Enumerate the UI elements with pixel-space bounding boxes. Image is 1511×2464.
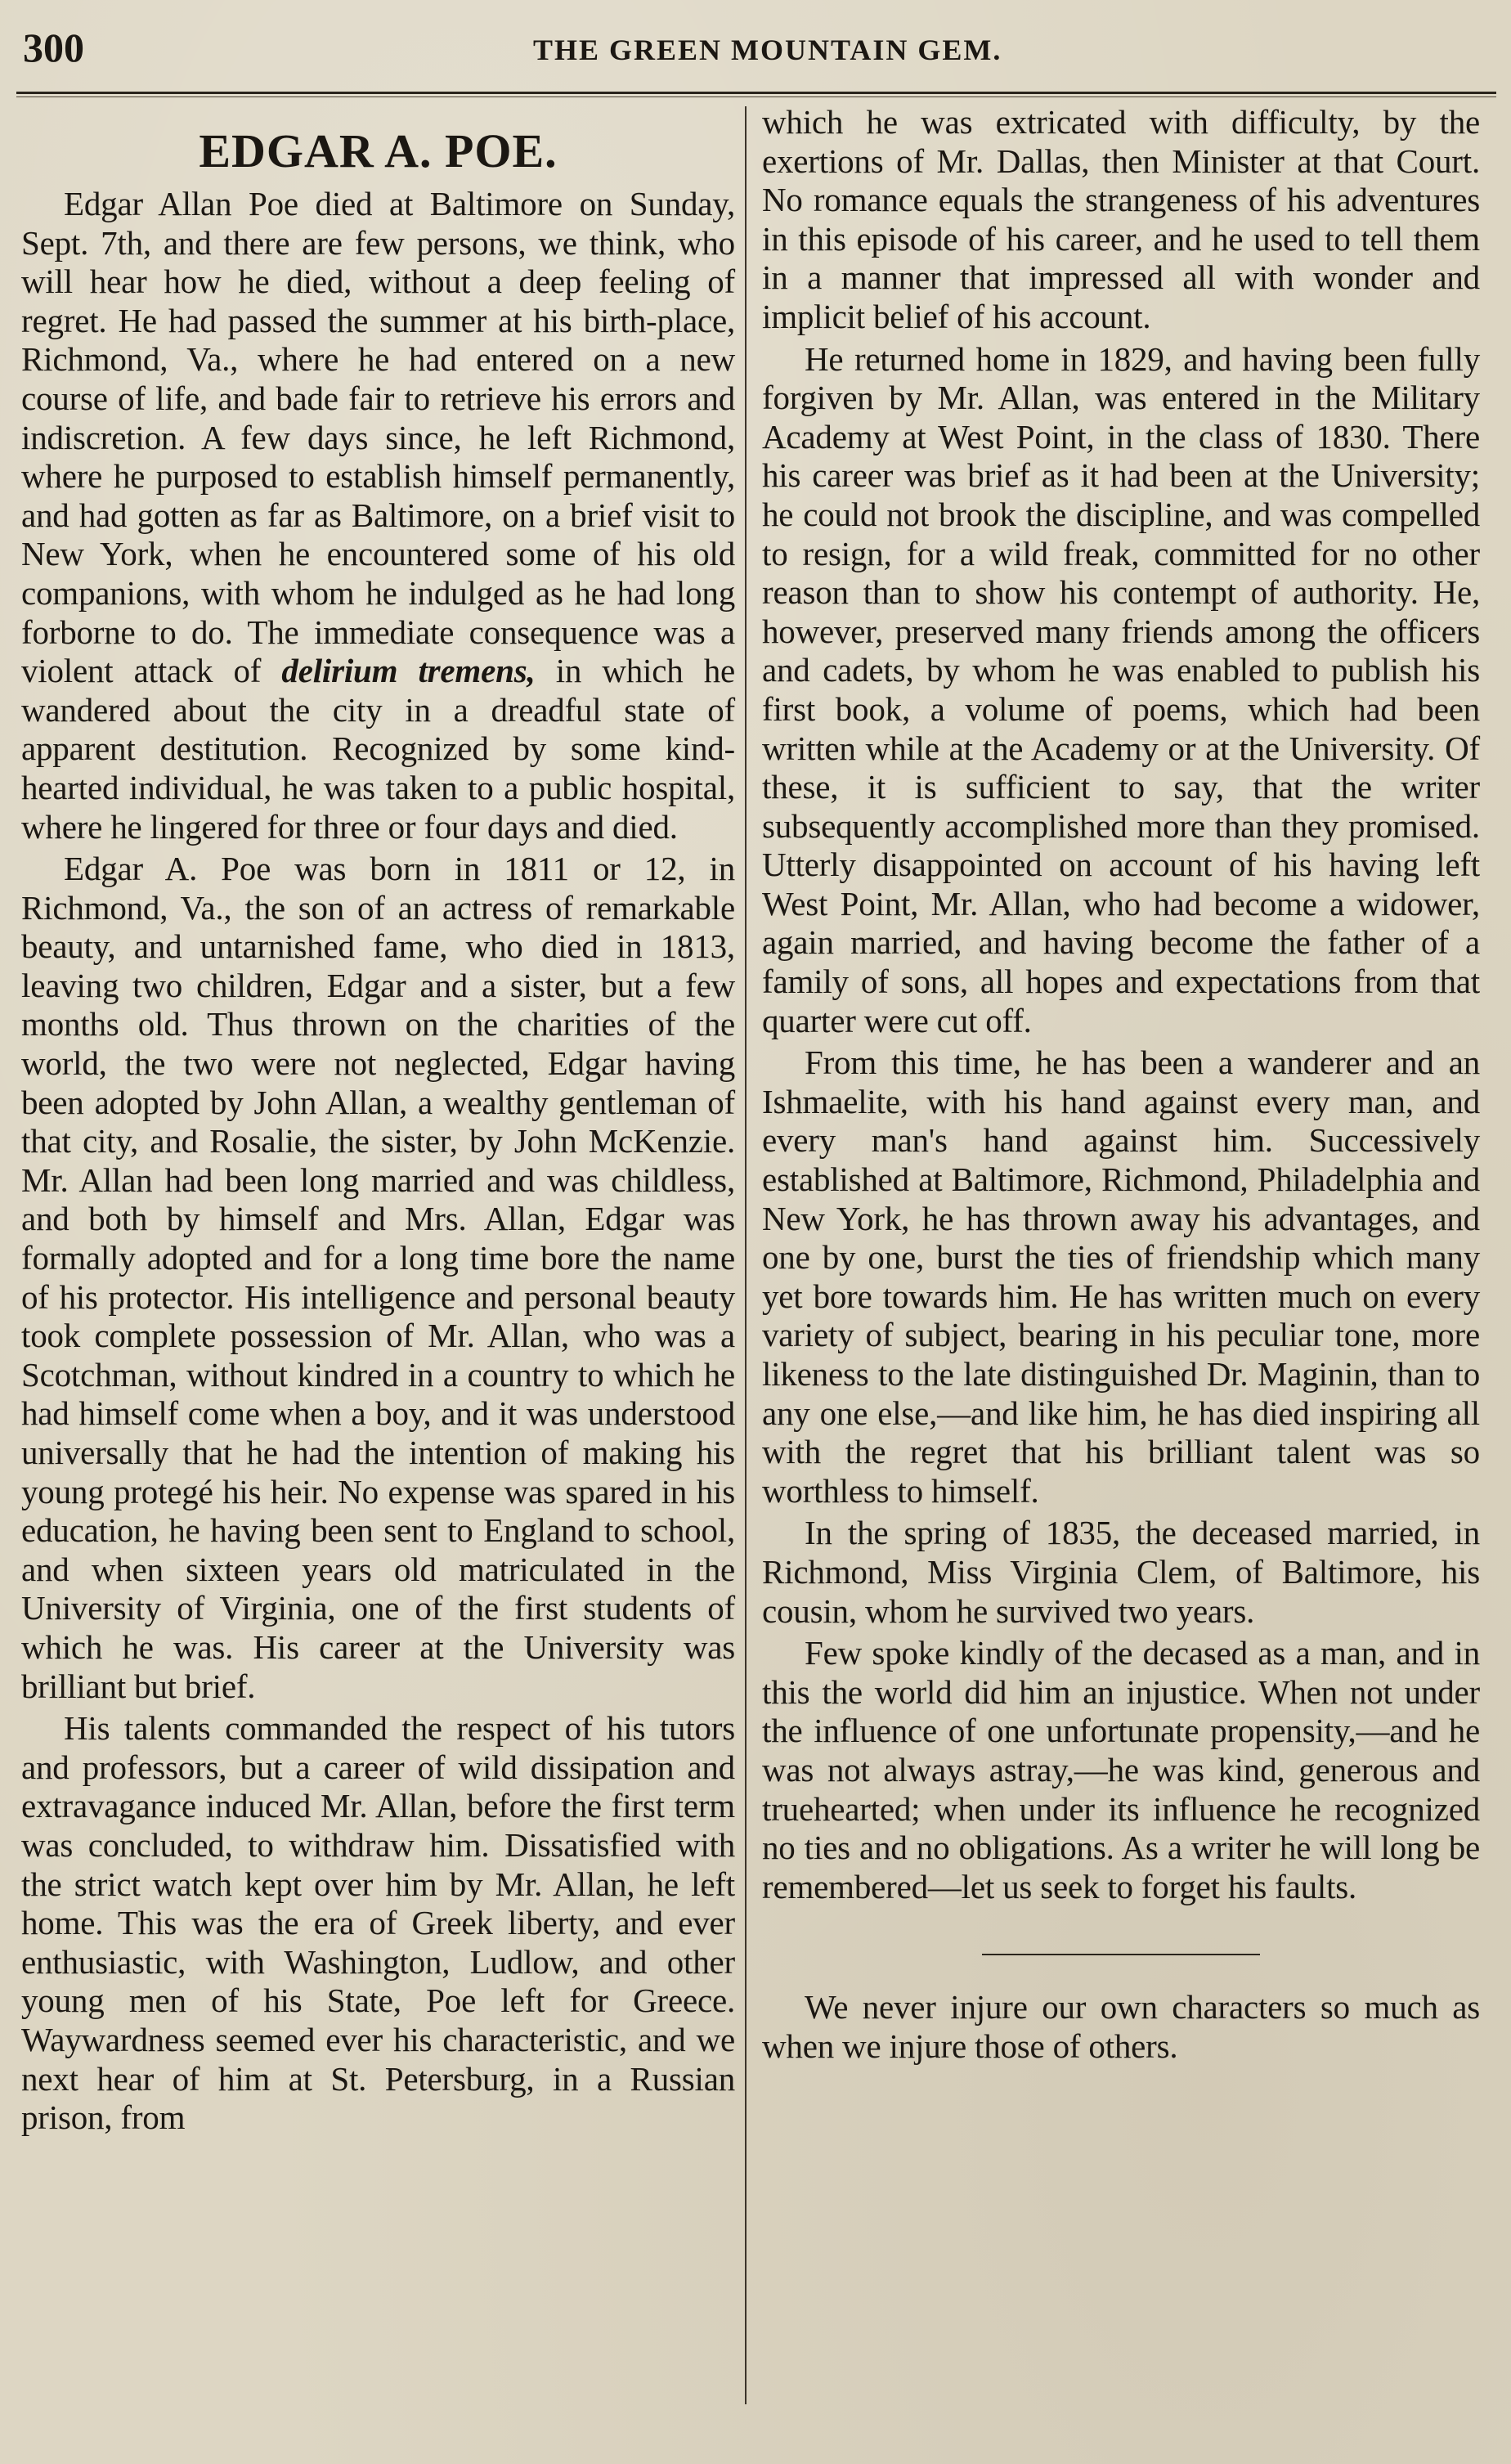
section-rule (982, 1954, 1260, 1955)
header-rule-thin (16, 96, 1496, 97)
article-title: EDGAR A. POE. (199, 124, 558, 177)
page-header (0, 0, 1511, 98)
page-number: 300 (23, 25, 84, 70)
paragraph-west-point: He returned home in 1829, and having been fully forgiven by Mr. Allan, was entered in the Military Academy at West Point, in the class of 1830. There his career was brief as it had been at the University; he could not brook the discipline, and was compelled to resign, for a wild freak, committed for no other reason than to show his contempt of authority. He, however, preserved many friends among the officers and cadets, by whom he was enabled to publish his first book, a volume of poems, which had been written while at the Academy or at the University. Of these, it is sufficient to say, that the writer subsequently accomplished more than they promised. Utterly disappointed on account of his having left West Point, Mr. Allan, who had become a widower, again married, and having become the father of a family of sons, all hopes and expectations from that quarter were cut off. (762, 339, 1480, 1039)
paragraph-russia-continued: which he was extricated with difficulty, by the exertions of Mr. Dallas, then Minister at that Court. No romance equals the strangeness of his adventures in this episode of his career, and he used to tell them in a manner that impressed all with wonder and implicit belief of his account. (762, 103, 1480, 335)
paragraph-text: Edgar Allan Poe died at Baltimore on Sunday, Sept. 7th, and there are few persons, we think, who will hear how he died, without a deep feeling of regret. He had passed the summer at his birth-place, Richmond, Va., where he had entered on a new course of life, and bade fair to retrieve his errors and indiscretion. A few days since, he left Richmond, where he purposed to establish himself permanently, and had gotten as far as Baltimore, on a brief visit to New York, when he encountered some of his old companions, with whom he indulged as he had long forborne to do. The immediate consequence was a violent attack of (21, 185, 735, 690)
paragraph-wanderer: From this time, he has been a wanderer and an Ishmaelite, with his hand against every man, and every man's hand against him. Successively established at Baltimore, Richmond, Philadelphia and New York, he has thrown away his advantages, and one by one, burst the ties of friendship which many yet bore towards him. He has written much on every variety of subject, bearing in his peculiar tone, more likeness to the late distinguished Dr. Maginin, than to any one else,—and like him, he has died inspiring all with the regret that his brilliant talent was so worthless to himself. (762, 1043, 1480, 1510)
paragraph-university: His talents commanded the respect of his tutors and professors, but a career of wild dissipation and extravagance induced Mr. Allan, before the first term was concluded, to withdraw him. Dissatisfied with the strict watch kept over him by Mr. Allan, he left home. This was the era of Greek liberty, and ever enthusiastic, with Washington, Ludlow, and other young men of his State, Poe left for Greece. Waywardness seemed ever his characteristic, and we next hear of him at St. Petersburg, in a Russian prison, from (21, 1709, 735, 2137)
running-head: THE GREEN MOUNTAIN GEM. (533, 34, 1002, 66)
paragraph-text: in which he wandered about the city in a dreadful state of apparent destitution. Recognized by some kind-hearted individual, he was taken to a public hospital, where he lingered for three or four days and died. (21, 652, 735, 846)
aphorism: We never injure our own characters so much as when we injure those of others. (762, 1988, 1480, 2065)
paragraph-early-life: Edgar A. Poe was born in 1811 or 12, in Richmond, Va., the son of an actress of remarkable beauty, and untarnished fame, who died in 1813, leaving two children, Edgar and a sister, but a few months old. Thus thrown on the charities of the world, the two were not neglected, Edgar having been adopted by John Allan, a wealthy gentleman of that city, and Rosalie, the sister, by John McKenzie. Mr. Allan had been long married and was childless, and both by himself and Mrs. Allan, Edgar was formally adopted and for a long time bore the name of his protector. His intelligence and personal beauty took complete possession of Mr. Allan, who was a Scotchman, without kindred in a country to which he had himself come when a boy, and it was understood universally that he had the intention of making his young protegé his heir. No expense was spared in his education, he having been sent to England to school, and when sixteen years old matriculated in the University of Virginia, one of the first students of which he was. His career at the University was brilliant but brief. (21, 850, 735, 1705)
right-column (762, 103, 1480, 2067)
italic-phrase: delirium tremens, (281, 652, 536, 690)
column-divider (745, 106, 747, 2404)
paragraph-death-account (21, 185, 735, 846)
left-column (21, 103, 735, 2138)
header-rule (16, 92, 1496, 94)
paragraph-marriage: In the spring of 1835, the deceased married, in Richmond, Miss Virginia Clem, of Baltimore, his cousin, whom he survived two years. (762, 1514, 1480, 1630)
paragraph-character: Few spoke kindly of the decased as a man, and in this the world did him an injustice. When not under the influence of one unfortunate propensity,—and he was not always astray,—he was kind, generous and truehearted; when under its influence he recognized no ties and no obligations. As a writer he will long be remembered—let us seek to forget his faults. (762, 1634, 1480, 1905)
